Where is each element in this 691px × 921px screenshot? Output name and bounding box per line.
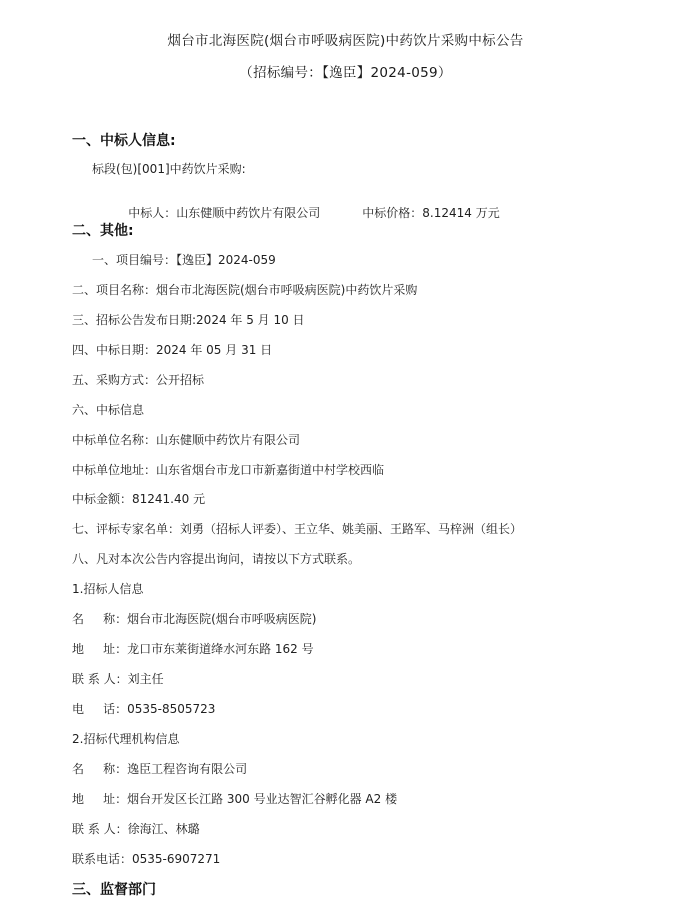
agency-info-heading: 2.招标代理机构信息	[72, 732, 180, 746]
tenderer-info-heading: 1.招标人信息	[72, 582, 144, 596]
lot-line: 标段(包)[001]中药饮片采购:	[92, 162, 246, 176]
document-title: 烟台市北海医院(烟台市呼吸病医院)中药饮片采购中标公告	[167, 33, 524, 49]
winner-price: 中标价格：8.12414 万元	[362, 206, 500, 220]
award-company-address: 中标单位地址：山东省烟台市龙口市新嘉街道中村学校西临	[72, 463, 385, 477]
notice-date-line: 三、招标公告发布日期:2024 年 5 月 10 日	[72, 313, 305, 327]
tenderer-name-line: 名 称：烟台市北海医院(烟台市呼吸病医院)	[72, 612, 317, 626]
section-heading-other: 二、其他:	[72, 223, 134, 239]
winner-line	[113, 190, 500, 235]
winner-name: 中标人：山东健顺中药饮片有限公司	[128, 206, 321, 220]
agency-contact-line: 联 系 人：徐海江、林璐	[72, 822, 200, 836]
project-name-line: 二、项目名称：烟台市北海医院(烟台市呼吸病医院)中药饮片采购	[72, 283, 418, 297]
tenderer-phone-line: 电 话：0535-8505723	[72, 702, 216, 716]
section-heading-supervision: 三、监督部门	[72, 882, 156, 898]
award-company-name: 中标单位名称：山东健顺中药饮片有限公司	[72, 433, 301, 447]
tenderer-address-line: 地 址：龙口市东莱街道绛水河东路 162 号	[72, 642, 314, 656]
agency-address-line: 地 址：烟台开发区长江路 300 号业达智汇谷孵化器 A2 楼	[72, 792, 398, 806]
agency-phone-line: 联系电话：0535-6907271	[72, 852, 221, 866]
expert-list-line: 七、评标专家名单：刘勇（招标人评委）、王立华、姚美丽、王路军、马梓洲（组长）	[72, 522, 523, 536]
award-amount: 中标金额：81241.40 元	[72, 492, 206, 506]
award-date-line: 四、中标日期：2024 年 05 月 31 日	[72, 343, 273, 357]
section-heading-winner-info: 一、中标人信息:	[72, 133, 176, 149]
procurement-method-line: 五、采购方式：公开招标	[72, 373, 205, 387]
tender-number: （招标编号：【逸臣】2024-059）	[239, 65, 452, 81]
award-info-heading: 六、中标信息	[72, 403, 145, 417]
contact-instructions-line: 八、凡对本次公告内容提出询问，请按以下方式联系。	[72, 552, 361, 566]
agency-name-line: 名 称：逸臣工程咨询有限公司	[72, 762, 248, 776]
project-number-line: 一、项目编号：【逸臣】2024-059	[92, 253, 276, 267]
tenderer-contact-line: 联 系 人：刘主任	[72, 672, 164, 686]
